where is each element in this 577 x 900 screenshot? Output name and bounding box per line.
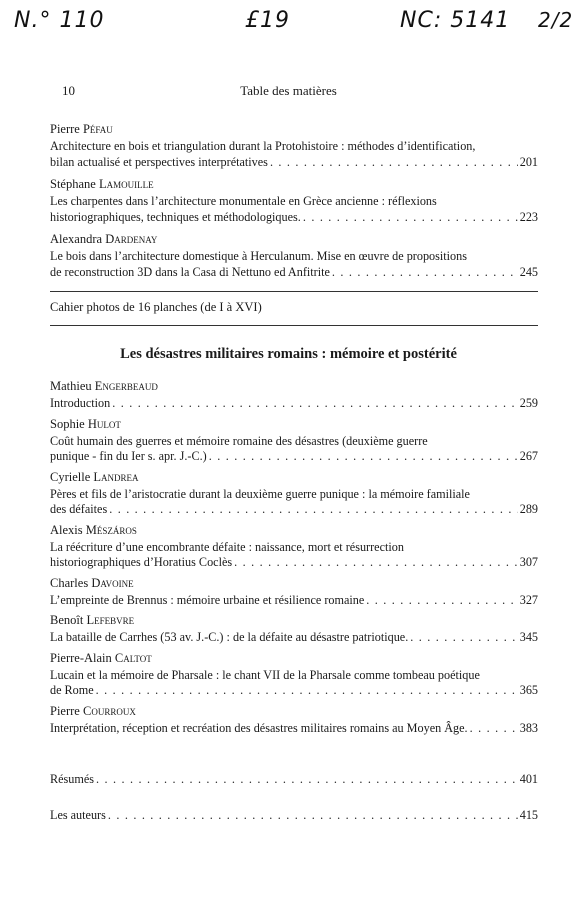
toc-resumes [50,772,538,788]
toc-page-number: 307 [519,555,538,569]
cahier-photos-line: Cahier photos de 16 planches (de I à XVI) [50,300,262,314]
author-last-name: Caltot [114,650,152,665]
toc-title-text: bilan actualisé et perspectives interprétatives [50,154,268,169]
leader-dots [303,210,518,226]
toc-title-text: de reconstruction 3D dans la Casa di Nettuno ed Anfitrite [50,264,330,279]
toc-title-line [50,630,538,646]
author-last-name: Hulot [87,416,121,431]
toc-title-line [50,555,538,571]
leader-dots [470,721,518,737]
toc-entry [50,379,538,412]
toc-title-line [50,396,538,412]
toc-author [50,470,538,485]
toc-page-number: 201 [519,154,538,169]
toc-author [50,379,538,394]
toc-title-line: Architecture en bois et triangulation durant la Protohistoire : méthodes d’identification, [50,139,476,153]
leader-dots [410,630,517,646]
toc-part-one [50,122,538,287]
toc-title-text: historiographiques, techniques et méthodologiques. [50,209,301,224]
toc-title-line [50,683,538,699]
section-title: Les désastres militaires romains : mémoire et postérité [120,346,457,362]
author-first-name: Mathieu [50,379,92,393]
toc-title-text: La bataille de Carrhes (53 av. J.-C.) : de la défaite au désastre patriotique. [50,630,409,644]
divider-top [50,291,538,292]
toc-title-text: historiographiques d’Horatius Coclès [50,555,233,569]
author-first-name: Benoît [50,613,84,627]
author-first-name: Alexandra [50,232,103,246]
leader-dots [366,593,517,609]
toc-entry [50,232,538,280]
page-number: 10 [62,83,75,98]
leader-dots [270,155,518,171]
resumes-page: 401 [519,772,538,786]
leader-dots [108,808,518,824]
handwritten-note-code: NC: 5141 [400,8,511,33]
toc-title-line: Coût humain des guerres et mémoire romaine des désastres (deuxième guerre [50,433,428,448]
leader-dots [209,449,518,465]
author-last-name: Davoine [91,575,134,590]
divider-bottom [50,325,538,326]
handwritten-note-fraction: 2/2 [538,8,574,32]
toc-title-line: La réécriture d’une encombrante défaite : naissance, mort et résurrection [50,539,404,554]
toc-entry [50,613,538,646]
toc-page-number: 259 [519,396,538,410]
toc-author [50,576,538,591]
toc-title-line [50,449,538,465]
handwritten-note-number: N.° 110 [14,8,105,33]
toc-entry [50,651,538,699]
toc-page-number: 383 [519,720,538,735]
leader-dots [112,396,517,412]
author-last-name: Courroux [82,703,136,718]
toc-entry [50,122,538,170]
toc-page-number: 267 [519,449,538,463]
author-first-name: Pierre-Alain [50,650,112,665]
author-last-name: Landrea [93,469,139,484]
toc-page-number: 327 [519,592,538,607]
toc-author [50,177,538,192]
leader-dots [96,683,518,699]
author-last-name: Péfau [82,122,113,136]
toc-entry [50,470,538,518]
toc-title-line [50,155,538,171]
toc-title-line: Lucain et la mémoire de Pharsale : le chant VII de la Pharsale comme tombeau poétique [50,667,480,682]
author-first-name: Sophie [50,416,85,431]
toc-title-text: punique - fin du Ier s. apr. J.-C.) [50,449,207,463]
toc-title-line [50,502,538,518]
leader-dots [109,502,518,518]
author-first-name: Alexis [50,522,83,537]
author-first-name: Cyrielle [50,469,91,484]
toc-title-line [50,721,538,737]
toc-author [50,232,538,247]
author-last-name: Dardenay [105,232,158,246]
toc-page-number: 245 [519,264,538,279]
toc-page-number: 289 [519,502,538,516]
author-first-name: Charles [50,575,89,590]
running-title: Table des matières [240,83,337,98]
auteurs-page: 415 [519,808,538,822]
toc-part-two [50,379,538,741]
author-first-name: Stéphane [50,177,96,191]
author-last-name: Engerbeaud [94,379,158,393]
toc-title-line: Le bois dans l’architecture domestique à Herculanum. Mise en œuvre de propositions [50,249,467,263]
toc-title-text: Interprétation, réception et recréation des désastres militaires romains au Moyen Âge. [50,720,468,735]
toc-author [50,704,538,719]
toc-entry [50,523,538,571]
leader-dots [332,265,518,281]
toc-title-text: des défaites [50,502,108,516]
toc-entry [50,576,538,609]
toc-title-line: Les charpentes dans l’architecture monumentale en Grèce ancienne : réflexions [50,194,437,208]
author-first-name: Pierre [50,703,80,718]
toc-entry [50,177,538,225]
toc-title-line [50,593,538,609]
toc-author [50,613,538,628]
toc-title-text: L’empreinte de Brennus : mémoire urbaine et résilience romaine [50,592,365,607]
author-last-name: Lamouille [98,177,154,191]
toc-page-number: 223 [519,209,538,224]
toc-author [50,417,538,432]
toc-title-text: de Rome [50,683,94,697]
toc-title-line [50,265,538,281]
author-first-name: Pierre [50,122,80,136]
toc-author [50,122,538,137]
toc-auteurs [50,808,538,824]
author-last-name: Mészáros [85,522,137,537]
leader-dots [96,772,518,788]
toc-title-text: Introduction [50,396,111,410]
leader-dots [234,555,518,571]
author-last-name: Lefebvre [86,613,135,627]
toc-page-number: 345 [519,630,538,644]
resumes-label: Résumés [50,772,95,786]
toc-title-line: Pères et fils de l’aristocratie durant la deuxième guerre punique : la mémoire familiale [50,486,470,501]
toc-entry [50,417,538,465]
toc-author [50,651,538,666]
handwritten-note-center: £19 [245,8,290,33]
toc-page-number: 365 [519,683,538,697]
auteurs-label: Les auteurs [50,808,106,822]
toc-author [50,523,538,538]
toc-entry [50,704,538,737]
toc-title-line [50,210,538,226]
